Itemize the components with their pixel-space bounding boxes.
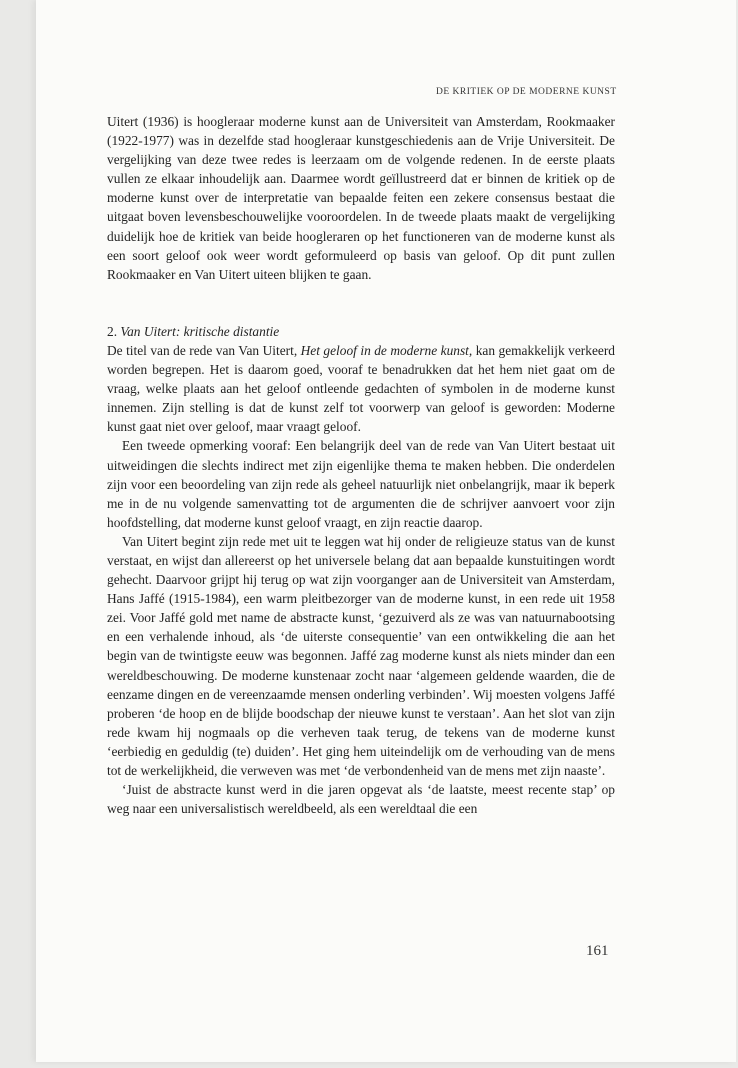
- paragraph-3: Van Uitert begint zijn rede met uit te leggen wat hij onder de religieuze status van de kunst verstaat, en wijst dan allereerst op het universele belang dat aan bepaalde kunstuitingen wordt gehecht. Daarvoor grijpt hij terug op wat zijn voorganger aan de Universiteit van Amsterdam, Hans Jaffé (1915-1984), een warm pleitbezorger van de moderne kunst, in een rede uit 1958 zei. Voor Jaffé gold met name de abstracte kunst, ‘gezuiverd als ze was van natuurnabootsing en een verhalende inhoud, als ‘de uiterste consequentie’ van een ontwikkeling die aan het begin van de twintigste eeuw was begonnen. Jaffé zag moderne kunst als niets minder dan een wereldbeschouwing. De moderne kunstenaar zocht naar ‘algemeen geldende waarden, die de eenzame dingen en de vereenzaamde mensen onderling verbinden’. Wij moesten volgens Jaffé proberen ‘de hoop en de blijde boodschap der nieuwe kunst te verstaan’. Aan het slot van zijn rede kwam hij nogmaals op die verheven taak terug, de tekens van de moderne kunst ‘eerbiedig en geduldig (te) duiden’. Het ging hem uiteindelijk om de verhouding van de mens tot de werkelijkheid, die verweven was met ‘de verbondenheid van de mens met zijn naaste’.: [107, 533, 615, 778]
- paragraph-2: Een tweede opmerking vooraf: Een belangrijk deel van de rede van Van Uitert bestaat uit uitweidingen die slechts indirect met zijn eigenlijke thema te maken hebben. Die onderdelen zijn voor een beoordeling van zijn rede als geheel natuurlijk niet onbelangrijk, maar ik beperk me in de nu volgende samenvatting tot de argumenten die de schrijver aanvoert voor zijn hoofdstelling, dat moderne kunst geloof vraagt, en zijn reactie daarop.: [107, 438, 615, 530]
- lecture-title: Het geloof in de moderne kunst,: [300, 342, 473, 358]
- section-heading: [107, 322, 615, 341]
- section-number: 2.: [107, 323, 118, 339]
- paragraph-1: [107, 341, 615, 436]
- page-number: 161: [586, 943, 609, 959]
- book-page: [36, 0, 736, 1062]
- paragraph-1-after: kan gemakkelijk verkeerd worden begrepen. Het is daarom goed, vooraf te benadrukken dat het hem niet gaat om de vraag, welke plaats aan het geloof ontleende gedachten of symbolen in de moderne kunst innemen. Zijn stelling is dat de kunst zelf tot voorwerp van geloof is geworden: Moderne kunst gaat niet over geloof, maar vraagt geloof.: [107, 342, 615, 435]
- section-title: Van Uitert: kritische distantie: [120, 323, 280, 339]
- page-body: [107, 112, 615, 818]
- running-head: DE KRITIEK OP DE MODERNE KUNST: [436, 87, 617, 97]
- intro-paragraph: Uitert (1936) is hoogleraar moderne kunst aan de Universiteit van Amsterdam, Rookmaaker (1922-1977) was in dezelfde stad hoogleraar kunstgeschiedenis aan de Vrije Universiteit. De vergelijking van deze twee redes is leerzaam om de volgende redenen. In de eerste plaats vullen ze elkaar inhoudelijk aan. Daarmee wordt geïllustreerd dat er binnen de kritiek op de moderne kunst over de interpretatie van bepaalde feiten een zekere consensus bestaat die uitgaat boven levensbeschouwelijke vooroordelen. In de tweede plaats maakt de vergelijking duidelijk hoe de kritiek van beide hoogleraren op het functioneren van de moderne kunst als een soort geloof ook weer wordt geformuleerd op basis van geloof. Op dit punt zullen Rookmaaker en Van Uitert uiteen blijken te gaan.: [107, 114, 615, 282]
- paragraph-4: ‘Juist de abstracte kunst werd in die jaren opgevat als ‘de laatste, meest recente stap’ op weg naar een universalistisch wereldbeeld, als een wereldtaal die een: [107, 782, 615, 817]
- paragraph-1-before: De titel van de rede van Van Uitert,: [107, 342, 301, 358]
